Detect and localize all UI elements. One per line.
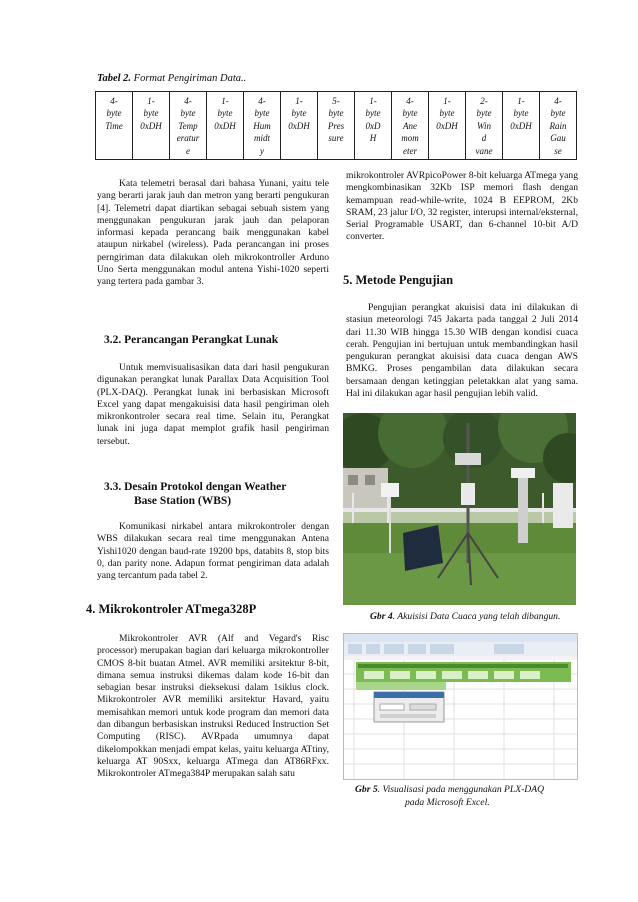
paragraph-text: Komunikasi nirkabel antara mikrokontroler dengan WBS dilakukan secara real time menggunakan Antena Yishi1020 dengan baud-rate 19200 bps, databits 8, stop bits 0, dan parity none. Adapun format pengiriman data adalah yang tercantum pada tabel 2. bbox=[97, 521, 329, 582]
left-paragraph-software bbox=[97, 362, 329, 448]
table-cell: 4- byte Hum midt y bbox=[244, 92, 281, 160]
figure-caption-text: . Visualisasi pada menggunakan PLX-DAQ bbox=[377, 784, 545, 795]
table-cell: 4- byte Temp eratur e bbox=[170, 92, 207, 160]
table-cell: 1- byte 0xDH bbox=[133, 92, 170, 160]
table-caption bbox=[97, 73, 246, 84]
heading-text: 3.2. Perancangan Perangkat Lunak bbox=[104, 334, 279, 346]
right-paragraph-method bbox=[346, 302, 578, 400]
figure-caption-text: pada Microsoft Excel. bbox=[405, 796, 490, 808]
right-paragraph-avr-cont bbox=[346, 170, 578, 244]
table-cell: 1- byte 0xDH bbox=[429, 92, 466, 160]
left-paragraph-avr bbox=[97, 633, 329, 781]
heading-text: 3.3. Desain Protokol dengan Weather bbox=[104, 481, 287, 493]
figure-label: Gbr 5 bbox=[355, 784, 378, 795]
excel-window-illustration bbox=[344, 634, 577, 779]
left-paragraph-telemetry bbox=[97, 178, 329, 289]
table-cell: 4- byte Time bbox=[96, 92, 133, 160]
table-caption-label: Tabel 2. bbox=[97, 73, 132, 84]
table-cell: 2- byte Win d vane bbox=[466, 92, 503, 160]
figure-caption-text: . Akuisisi Data Cuaca yang telah dibangun. bbox=[392, 611, 561, 622]
paragraph-text: mikrokontroler AVRpicoPower 8-bit keluarga ATmega yang mengkombinasikan 32Kb ISP memori flash dengan kemampuan read-while-write, 1024 B EEPROM, 2Kb SRAM, 23 jalur I/O, 32 register, interupsi internal/eksternal, Serial Programable USART, dan 6-channel 10-bit A/D converter. bbox=[346, 170, 578, 243]
section-heading-3-3 bbox=[104, 480, 344, 508]
weather-station-illustration bbox=[343, 413, 576, 605]
data-format-table bbox=[95, 91, 577, 160]
table-row bbox=[96, 92, 577, 160]
section-heading-5 bbox=[343, 273, 453, 288]
table-cell: 1- byte 0xDH bbox=[207, 92, 244, 160]
table-cell: 4- byte Ane mom eter bbox=[392, 92, 429, 160]
paragraph-text: Pengujian perangkat akuisisi data ini dilakukan di stasiun meteorologi 745 Jakarta pada tanggal 2 Juli 2014 dari 11.30 WIB hingga 15.30 WIB dengan kondisi cuaca cerah. Pengujian ini bertujuan untuk membandingkan hasil pengukuran perangkat akuisisi data cuaca dengan AWS BMKG. Proses pengambilan data dilakukan secara bersamaan dengan ketinggian peletakkan alat yang sama. Hal ini dilakukan agar hasil pengujian lebih valid. bbox=[346, 302, 578, 400]
section-heading-3-2 bbox=[104, 333, 278, 347]
paragraph-text: Mikrokontroler AVR (Alf and Vegard's Risc processor) merupakan bagian dari keluarga mikrokontroller CMOS 8-bit buatan Atmel. AVR memiliki arsitektur 8-bit, dimana semua instruksi dikemas dalam kode 16-bit dan sebagian besar instruksi dieksekusi dalam 1siklus clock. Mikrokontroler AVR memiliki arsitektur Havard, yaitu memisahkan memori untuk kode program dan memori data dan dibangun berbasiskan instruksi Reduced Instruction Set Computing (RISC). AVRpada umumnya dapat dikelompokkan menjadi empat kelas, yaitu keluarga ATtiny, keluarga AT 90Sxx, keluarga ATmega dan AT86RFxx. Mikrokontroler ATmega384P merupakan salah satu bbox=[97, 633, 329, 780]
figure-4-caption bbox=[370, 611, 560, 624]
left-paragraph-protocol bbox=[97, 521, 329, 582]
paragraph-text: Kata telemetri berasal dari bahasa Yunani, yaitu tele yang berarti jarak jauh dan metron yang berarti pengukuran [4]. Telemetri dapat diartikan sebagai sebuah sistem yang menggunakan pengukuran jarak jauh dan pelaporan informasi kepada perancang baik menggunakan kabel ataupun nirkabel (wireless). Pada perancangan ini proses perngiriman data dilakukan oleh mikrokontroller Arduno Uno Serta menggunakan modul antena Yishi-1020 seperti yang tertera pada gambar 3. bbox=[97, 178, 329, 288]
heading-text: 5. Metode Pengujian bbox=[343, 273, 454, 287]
figure-5-caption bbox=[355, 784, 577, 809]
heading-text: 4. Mikrokontroler ATmega328P bbox=[86, 602, 257, 616]
paragraph-text: Untuk memvisualisasikan data dari hasil pengukuran digunakan perangkat lunak Parallax Data Acquisition Tool (PLX-DAQ). Perangkat lunak ini berbasiskan Microsoft Excel yang dapat mengakuisisi data hasil pengiriman oleh mikronkontroler secara real time. Selain itu, Perangkat lunak ini juga dapat memplot grafik hasil pengiriman tersebut. bbox=[97, 362, 329, 447]
table-cell: 1- byte 0xD H bbox=[355, 92, 392, 160]
heading-text: Base Station (WBS) bbox=[134, 495, 232, 507]
excel-screenshot bbox=[343, 633, 578, 780]
table-cell: 1- byte 0xDH bbox=[503, 92, 540, 160]
table-cell: 5- byte Pres sure bbox=[318, 92, 355, 160]
table-cell: 4- byte Rain Gau se bbox=[540, 92, 577, 160]
table-cell: 1- byte 0xDH bbox=[281, 92, 318, 160]
table-caption-text: Format Pengiriman Data.. bbox=[131, 73, 247, 84]
figure-label: Gbr 4 bbox=[370, 611, 393, 622]
weather-station-photo bbox=[343, 413, 576, 605]
section-heading-4 bbox=[86, 602, 256, 617]
